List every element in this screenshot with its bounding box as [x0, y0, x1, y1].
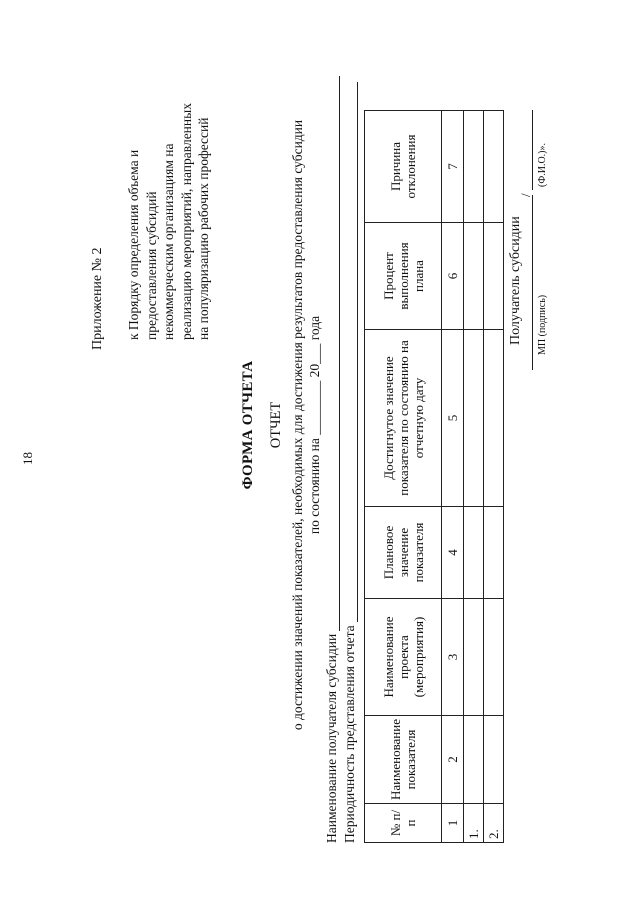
- table-row: [464, 111, 484, 843]
- appendix-line: реализацию мероприятий, направленных: [178, 103, 194, 340]
- table-cell[interactable]: [484, 330, 504, 507]
- appendix-line: к Порядку определения объема и: [126, 149, 141, 340]
- table-header-row: [365, 111, 442, 843]
- fio-line[interactable]: [532, 110, 533, 190]
- column-number: 7: [442, 111, 464, 223]
- column-number: 3: [442, 599, 464, 716]
- table-cell[interactable]: [484, 111, 504, 223]
- fio-label: (Ф.И.О.)».: [537, 142, 548, 187]
- table-cell[interactable]: [464, 330, 484, 507]
- column-number: 6: [442, 223, 464, 330]
- table-cell[interactable]: [464, 599, 484, 716]
- header-achieved-value: Достигнутое значение показателя по состоянию на отчетную дату: [365, 330, 442, 507]
- table-cell[interactable]: [464, 223, 484, 330]
- table-cell[interactable]: [484, 223, 504, 330]
- appendix-line: на популяризацию рабочих профессий: [196, 117, 211, 340]
- header-indicator-name: Наименование показателя: [365, 716, 442, 804]
- column-number: 2: [442, 716, 464, 804]
- table-cell[interactable]: [464, 111, 484, 223]
- header-project-name: Наименование проекта (мероприятия): [365, 599, 442, 716]
- periodicity-label: Периодичность представления отчета: [342, 625, 357, 843]
- recipient-name-field: [324, 76, 340, 843]
- report-title: ОТЧЕТ: [268, 401, 284, 449]
- header-plan-percent: Процент выполнения плана: [365, 223, 442, 330]
- column-number-row: [442, 111, 464, 843]
- table-cell[interactable]: [484, 716, 504, 804]
- report-date-line: по состоянию на ________ 20___ года: [307, 315, 322, 535]
- appendix-line: предоставления субсидий: [143, 191, 159, 340]
- periodicity-field: [342, 82, 358, 843]
- column-number: 4: [442, 507, 464, 599]
- header-planned-value: Плановое значение показателя: [365, 507, 442, 599]
- periodicity-blank[interactable]: [344, 82, 358, 622]
- table-cell[interactable]: [464, 716, 484, 804]
- signature-line[interactable]: [532, 195, 533, 370]
- appendix-text: [125, 100, 213, 340]
- page-number: 18: [20, 452, 35, 465]
- column-number: 1: [442, 804, 464, 843]
- recipient-name-label: Наименование получателя субсидии: [324, 633, 339, 843]
- table-cell[interactable]: [484, 599, 504, 716]
- report-table: [364, 110, 504, 843]
- appendix-title: Приложение № 2: [90, 247, 105, 350]
- signature-slash: /: [518, 193, 533, 197]
- appendix-line: некоммерческим организациям на: [161, 143, 176, 340]
- row-number: 1.: [464, 804, 484, 843]
- table-row: [484, 111, 504, 843]
- report-subtitle: о достижении значений показателей, необходимых для достижения результатов предоставления субсидии: [290, 119, 305, 731]
- recipient-label: Получатель субсидии: [508, 216, 523, 345]
- header-deviation-reason: Причина отклонения: [365, 111, 442, 223]
- mp-signature-label: МП (подпись): [537, 294, 548, 355]
- row-number: 2.: [484, 804, 504, 843]
- table-cell[interactable]: [464, 507, 484, 599]
- column-number: 5: [442, 330, 464, 507]
- recipient-name-blank[interactable]: [326, 76, 340, 631]
- form-title: ФОРМА ОТЧЕТА: [240, 360, 256, 490]
- header-number: № п/п: [365, 804, 442, 843]
- table-cell[interactable]: [484, 507, 504, 599]
